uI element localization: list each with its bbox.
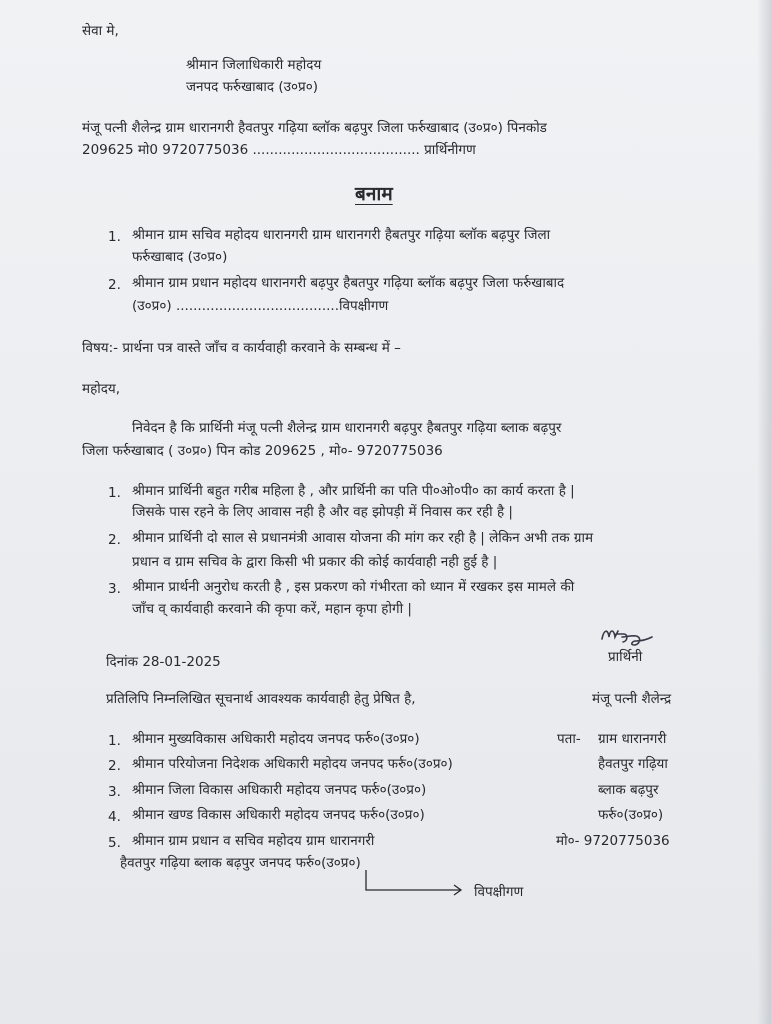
intro-line-2: जिला फर्रुखाबाद ( उ०प्र०) पिन कोड 209625 , मो०- 9720775036 — [82, 443, 443, 459]
respondent-2-num: 2. — [108, 277, 121, 293]
copy-3-text: श्रीमान जिला विकास अधिकारी महोदय जनपद फर्रु०(उ०प्र०) — [132, 782, 427, 798]
applicant-line-1: मंजू पत्नी शैलेन्द्र ग्राम धारानगरी हैवतपुर गढ़िया ब्लॉक बढ़पुर जिला फर्रुखाबाद (उ०प्र०) पिनकोड — [82, 120, 547, 136]
copy-3-num: 3. — [108, 784, 121, 800]
address-line-4: फर्रु०(उ०प्र०) — [598, 807, 664, 823]
subject-line: विषय:- प्रार्थना पत्र वास्ते जाँच व कार्यवाही करवाने के सम्बन्ध में – — [82, 340, 401, 356]
intro-line-1: निवेदन है कि प्रार्थिनी मंजू पत्नी शैलेन्द्र ग्राम धारानगरी बढ़पुर हैबतपुर गढ़िया ब्लाक बढ़पुर — [132, 420, 562, 436]
respondent-1-line-1: श्रीमान ग्राम सचिव महोदय धारानगरी ग्राम धारानगरी हैबतपुर गढ़िया ब्लॉक बढ़पुर जिला — [132, 227, 551, 243]
petitioner-label: प्रार्थिनी — [608, 649, 643, 665]
copy-5-line-2: हैवतपुर गढ़िया ब्लाक बढ़पुर जनपद फर्रु०(उ०प्र०) — [120, 855, 361, 871]
copy-intro: प्रतिलिपि निम्नलिखित सूचनार्थ आवश्यक कार्यवाही हेतु प्रेषित है, — [106, 691, 416, 707]
point-1-line-2: जिसके पास रहने के लिए आवास नही है और वह झोपड़ी में निवास कर रही है | — [132, 504, 513, 520]
arrow-icon — [360, 868, 468, 898]
copy-2-text: श्रीमान परियोजना निदेशक अधिकारी महोदय जनपद फर्रु०(उ०प्र०) — [132, 756, 453, 772]
point-2-line-1: श्रीमान प्रार्थिनी दो साल से प्रधानमंत्री आवास योजना की मांग कर रही है | लेकिन अभी तक ग्राम — [132, 530, 594, 546]
banam-heading: बनाम — [355, 183, 393, 205]
applicant-line-2: 209625 मो0 9720775036 ....................................... प्रार्थिनीगण — [82, 142, 476, 158]
respondent-2-line-1: श्रीमान ग्राम प्रधान महोदय धारानगरी बढ़पुर हैबतपुर गढ़िया ब्लॉक बढ़पुर जिला फर्रुखाबाद — [132, 275, 565, 291]
respondent-2-line-2: (उ०प्र०) ......................................विपक्षीगण — [132, 298, 389, 314]
address-label: पता- — [557, 731, 581, 747]
copy-1-num: 1. — [108, 733, 121, 749]
address-line-1: ग्राम धारानगरी — [598, 731, 667, 747]
point-3-line-1: श्रीमान प्रार्थनी अनुरोध करती है , इस प्रकरण को गंभीरता को ध्यान में रखकर इस मामले की — [132, 579, 575, 595]
address-mobile: मो०- 9720775036 — [556, 833, 670, 849]
copy-name: मंजू पत्नी शैलेन्द्र — [592, 691, 672, 707]
arrow-target-label: विपक्षीगण — [474, 884, 524, 900]
page-edge-shadow — [757, 0, 771, 1024]
address-line-2: हैवतपुर गढ़िया — [598, 756, 668, 772]
salutation: सेवा मे, — [82, 23, 119, 39]
copy-4-num: 4. — [108, 809, 121, 825]
copy-4-text: श्रीमान खण्ड विकास अधिकारी महोदय जनपद फर्रु०(उ०प्र०) — [132, 807, 425, 823]
point-2-line-2: प्रधान व ग्राम सचिव के द्वारा किसी भी प्रकार की कोई कार्यवाही नही हुई है | — [132, 554, 498, 570]
point-3-num: 3. — [108, 581, 121, 597]
point-1-line-1: श्रीमान प्रार्थिनी बहुत गरीब महिला है , और प्रार्थिनी का पति पी०ओ०पी० का कार्य करता है | — [132, 483, 575, 499]
point-1-num: 1. — [108, 485, 121, 501]
address-line-3: ब्लाक बढ़पुर — [598, 782, 659, 798]
addressee-line-1: श्रीमान जिलाधिकारी महोदय — [186, 57, 322, 73]
copy-1-text: श्रीमान मुख्यविकास अधिकारी महोदय जनपद फर्रु०(उ०प्र०) — [132, 731, 420, 747]
respondent-1-num: 1. — [108, 229, 121, 245]
respondent-1-line-2: फर्रुखाबाद (उ०प्र०) — [132, 249, 228, 265]
copy-5-text: श्रीमान ग्राम प्रधान व सचिव महोदय ग्राम धारानगरी — [132, 833, 375, 849]
greeting: महोदय, — [82, 381, 121, 397]
copy-2-num: 2. — [108, 758, 121, 774]
point-3-line-2: जाँच व् कार्यवाही करवाने की कृपा करें, महान कृपा होगी | — [132, 601, 412, 617]
point-2-num: 2. — [108, 532, 121, 548]
copy-5-num: 5. — [108, 835, 121, 851]
date-line: दिनांक 28-01-2025 — [106, 654, 221, 670]
addressee-line-2: जनपद फर्रुखाबाद (उ०प्र०) — [186, 79, 318, 95]
handwritten-signature — [598, 625, 658, 649]
